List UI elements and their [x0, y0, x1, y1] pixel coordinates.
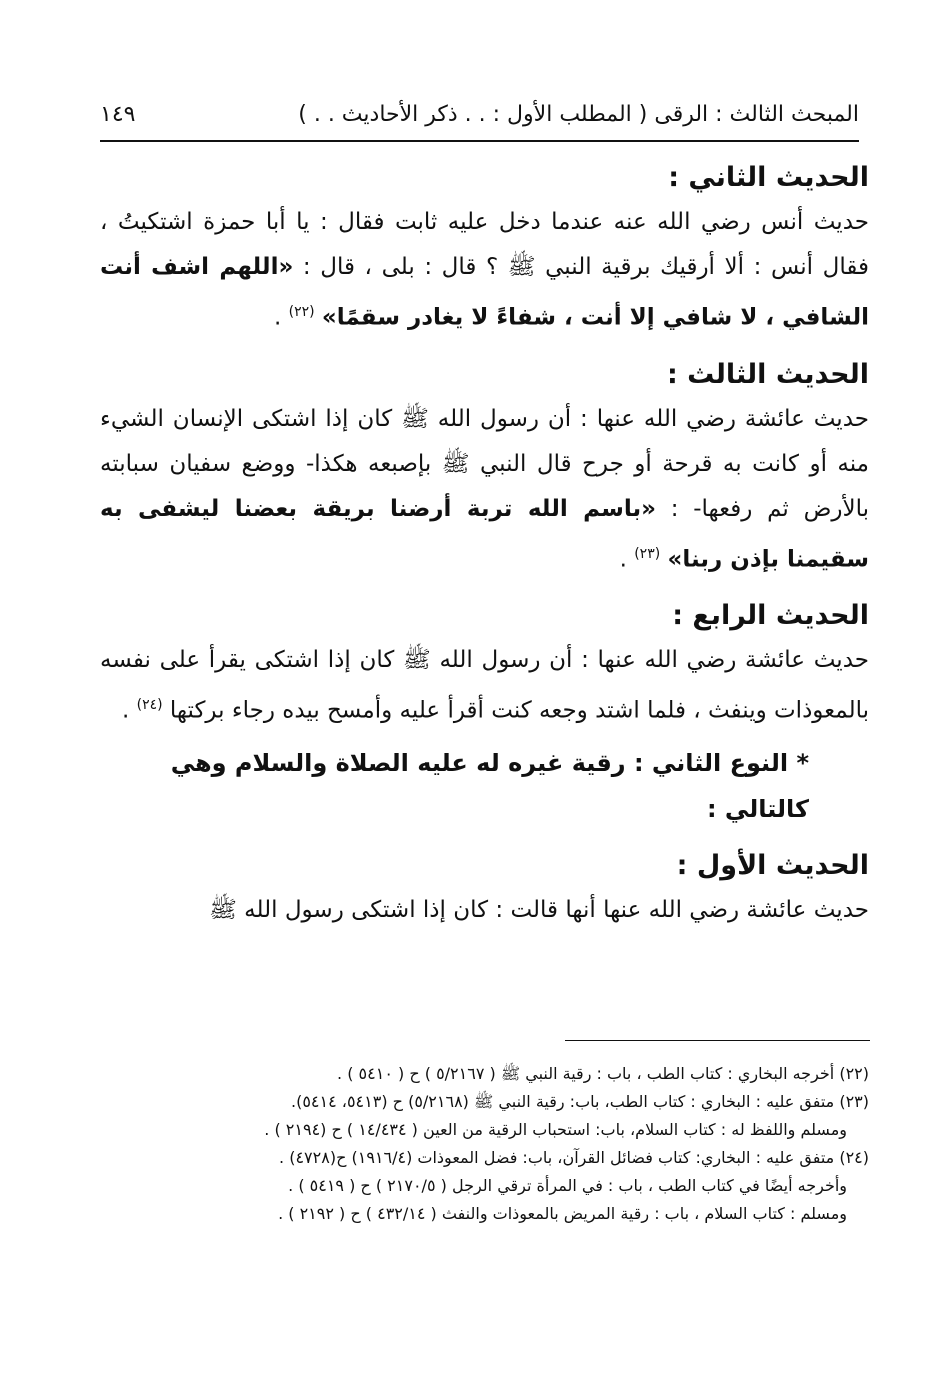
hadith-paragraph: [100, 200, 869, 341]
hadith-text: حديث عائشة رضي الله عنها : أن رسول الله ﷺ كان إذا اشتكى يقرأ على نفسه بالمعوذات وينفث ، فلما اشتد وجعه كنت أقرأ عليه وأمسح بيده رجاء بركتها: [100, 647, 869, 724]
footnotes: [100, 1060, 869, 1228]
sentence-end: .: [619, 546, 635, 573]
sentence-end: .: [122, 697, 137, 724]
hadith-paragraph: [100, 638, 869, 734]
footnote: ومسلم واللفظ له : كتاب السلام، باب: استحباب الرقية من العين ( ١٤/٤٣٤ ) ح (٢١٩٤ ) .: [264, 1120, 847, 1139]
footnote: (٢٤) متفق عليه : البخاري: كتاب فضائل القرآن، باب: فضل المعوذات (١٩١٦/٤) ح(٤٧٢٨) .: [279, 1148, 869, 1167]
footnote-ref: (٢٣): [634, 545, 661, 562]
section-heading: الحديث الثاني :: [668, 162, 869, 193]
hadith-quote: «باسم الله تربة أرضنا بريقة بعضنا ليشفى به سقيمنا بإذن ربنا»: [100, 495, 869, 573]
footnote-ref: (٢٤): [136, 697, 163, 714]
footnote: (٢٣) متفق عليه : البخاري : كتاب الطب، باب: رقية النبي ﷺ (٥/٢١٦٨) ح (٥٤١٣، ٥٤١٤).: [291, 1092, 869, 1111]
section-heading: الحديث الرابع :: [672, 600, 869, 632]
running-title: المبحث الثالث : الرقى ( المطلب الأول : . . ذكر الأحاديث . . ): [298, 101, 859, 127]
hadith-text: حديث عائشة رضي الله عنها : أن رسول الله ﷺ كان إذا اشتكى الإنسان الشيء منه أو كانت به قرحة أو جرح قال النبي ﷺ بإصبعه هكذا- ووضع سفيان سبابته بالأرض ثم رفعها- :: [100, 405, 870, 522]
running-header: [100, 96, 859, 132]
footnote-ref: (٢٢): [288, 304, 315, 320]
section-heading: الحديث الأول :: [676, 849, 869, 881]
section-heading: الحديث الثالث :: [666, 358, 869, 390]
hadith-paragraph: [100, 397, 869, 583]
subsection-title: * النوع الثاني : رقية غيره له عليه الصلاة والسلام وهي كالتالي :: [170, 748, 809, 823]
footnote-rule: [565, 1040, 870, 1041]
header-rule: [100, 140, 859, 142]
hadith-quote: «اللهم اشف أنت الشافي ، لا شافي إلا أنت ، شفاءً لا يغادر سقمًا»: [100, 254, 869, 331]
page-number: ١٤٩: [100, 101, 136, 127]
footnote: ومسلم : كتاب السلام ، باب : رقية المريض بالمعوذات والنفث ( ٤٣٢/١٤ ) ح ( ٢١٩٢ ) .: [278, 1204, 847, 1223]
hadith-paragraph: [100, 888, 869, 933]
sentence-end: .: [273, 304, 289, 331]
hadith-text: حديث عائشة رضي الله عنها أنها قالت : كان إذا اشتكى رسول الله ﷺ: [209, 896, 869, 923]
page-body: [100, 150, 869, 933]
hadith-text: حديث أنس رضي الله عنه عندما دخل عليه ثابت فقال : يا أبا حمزة اشتكيتُ ، فقال أنس : ألا أرقيك برقية النبي ﷺ ؟ قال : بلى ، قال :: [100, 209, 870, 280]
footnote: وأخرجه أيضًا في كتاب الطب ، باب : في المرأة ترقي الرجل ( ٢١٧٠/٥ ) ح ( ٥٤١٩ ) .: [288, 1176, 847, 1195]
footnote: (٢٢) أخرجه البخاري : كتاب الطب ، باب : رقية النبي ﷺ ( ٥/٢١٦٧ ) ح ( ٥٤١٠ ) .: [337, 1064, 869, 1083]
